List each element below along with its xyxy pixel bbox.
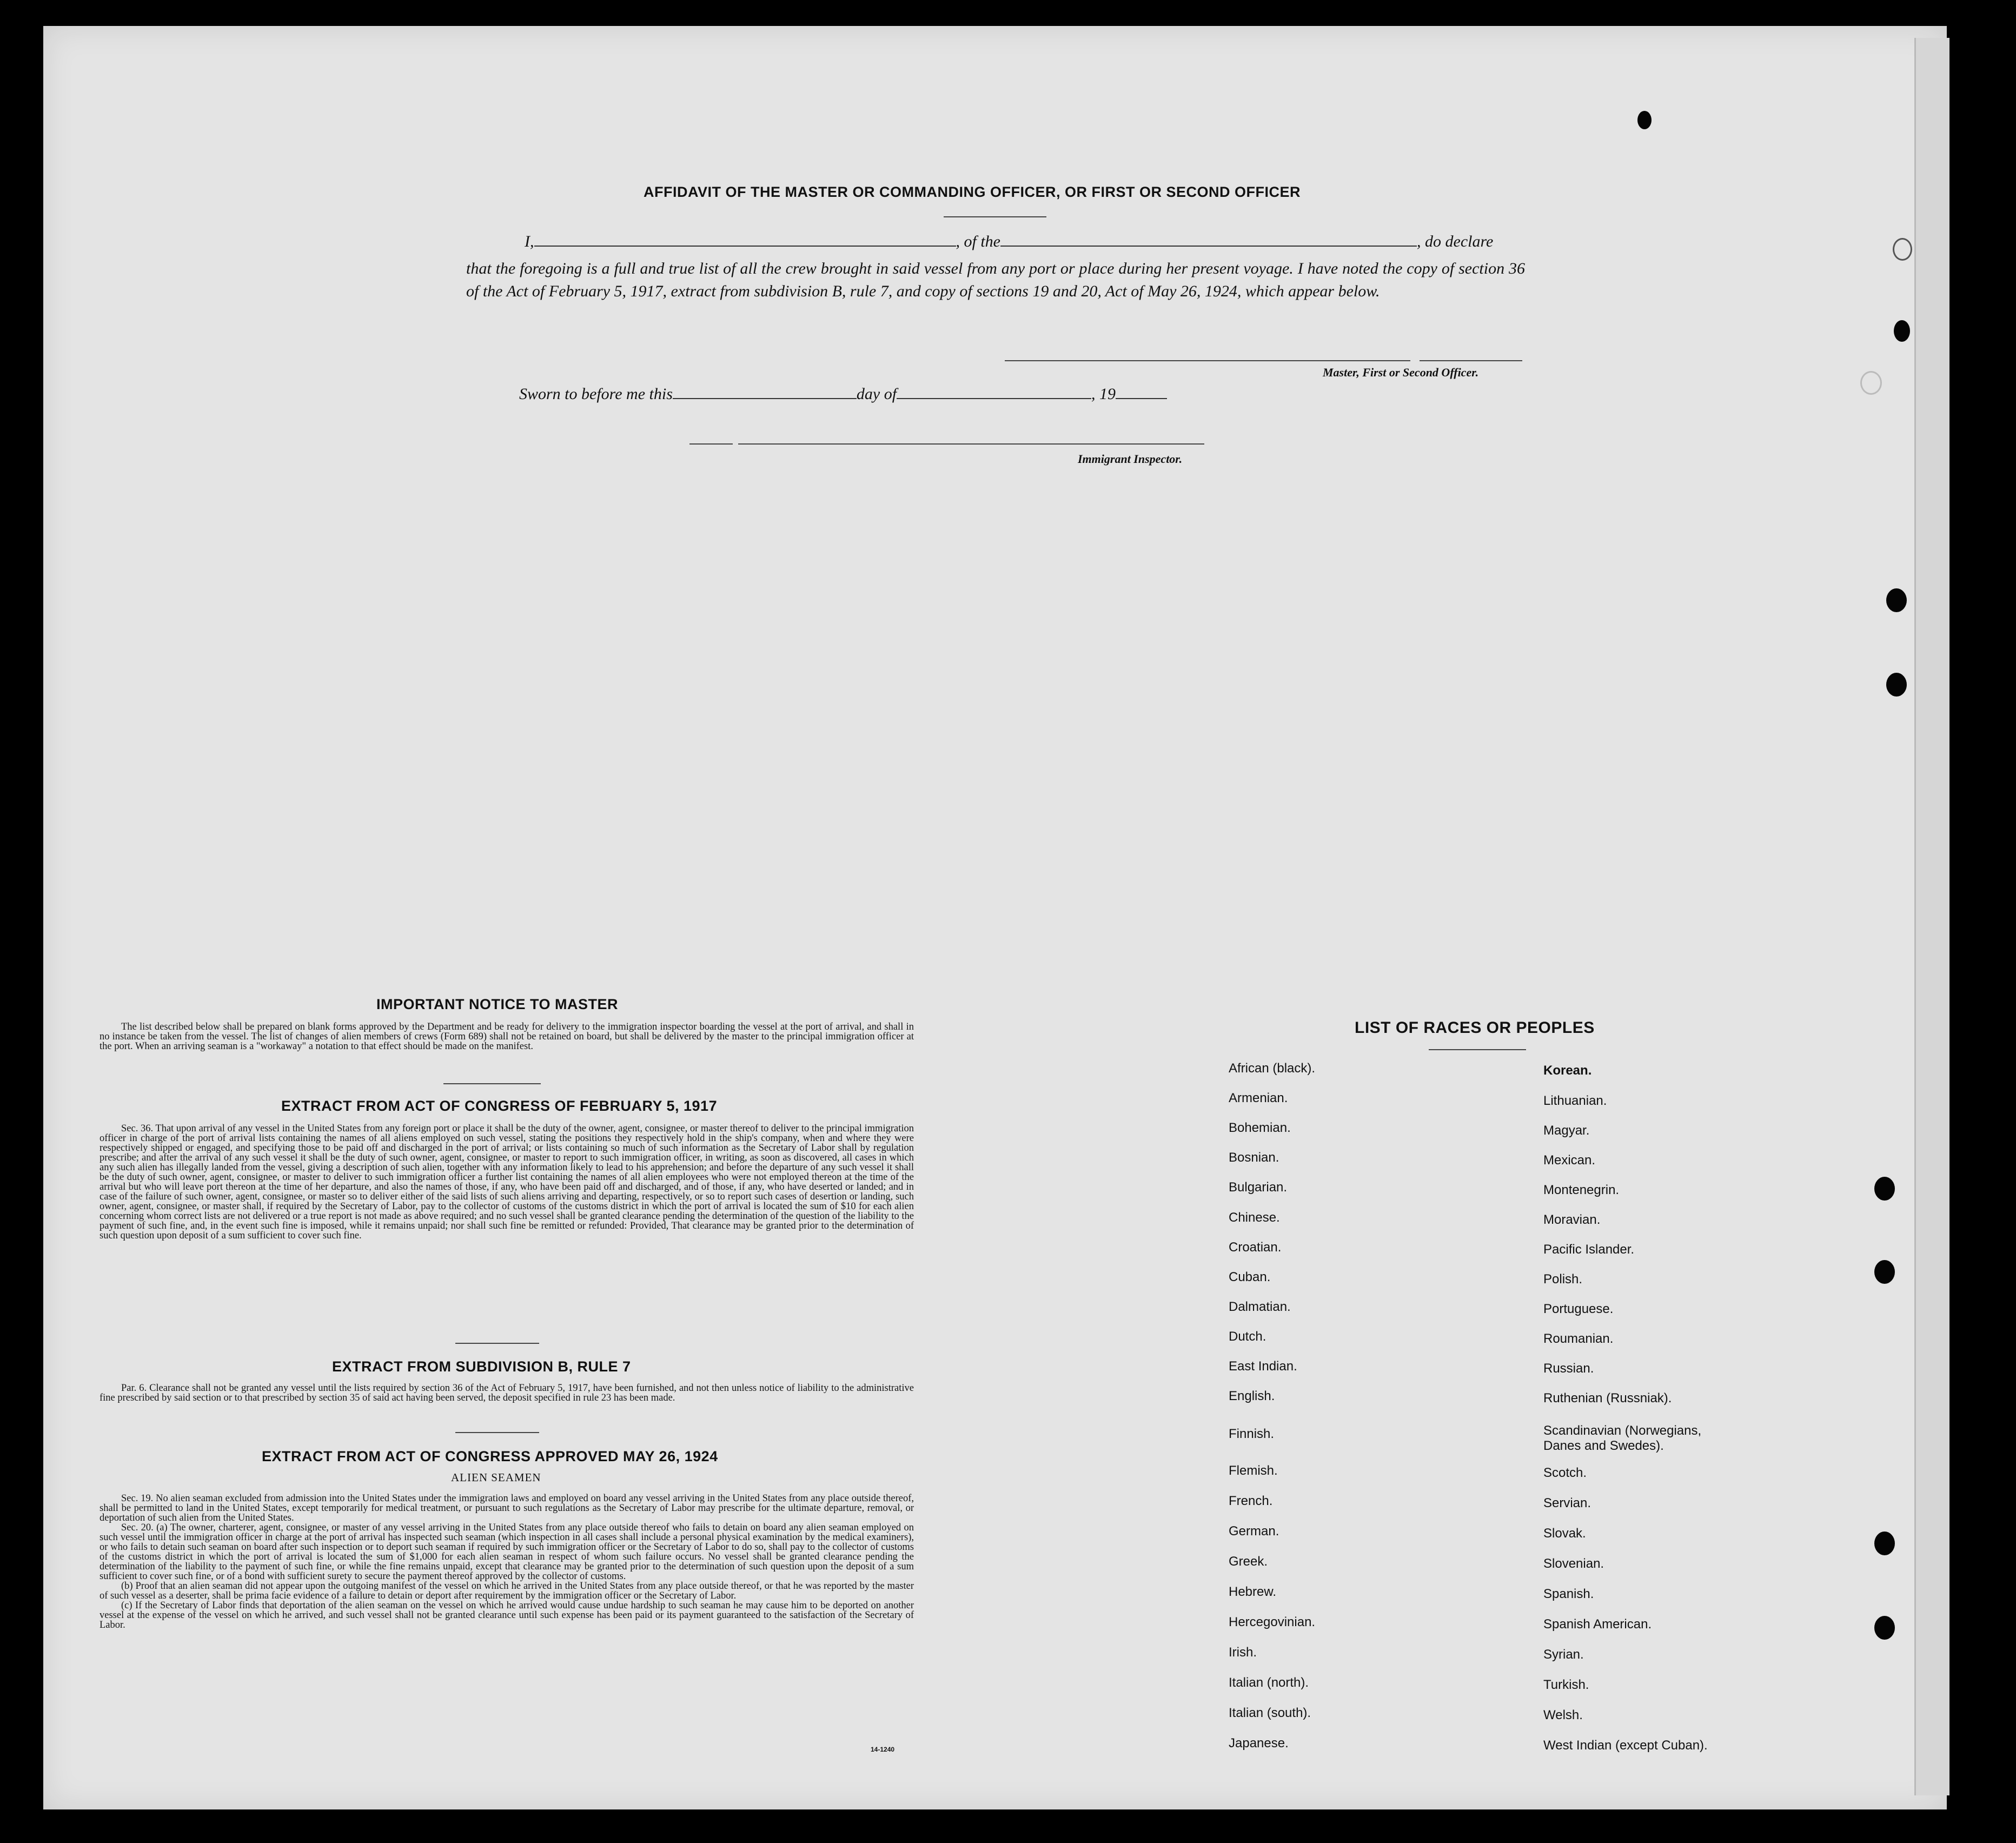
extract-rule7-text [100,1383,914,1403]
extract-1917-text [100,1124,914,1241]
race-item: Dutch. [1229,1329,1266,1344]
notice-paragraph: The list described below shall be prepared on blank forms approved by the Department and be ready for delivery to the immigration inspector boarding the vessel at the port of arrival, and shall in no instance be taken from the vessel. The list of changes of alien members of crews (Form 689) shall not be retained on board, but shall be delivered by the master to the principal immigration officer at the port. When an arriving seaman is a "workaway" a notation to that effect should be made on the manifest. [100,1022,914,1052]
race-item: Roumanian. [1543,1331,1614,1346]
sworn-line [519,386,1167,402]
inspector-signature-line-start [689,443,733,445]
inspector-signature-line[interactable] [738,443,1204,445]
punch-hole [1874,1532,1895,1555]
race-item: Hercegovinian. [1229,1615,1316,1629]
race-item: Japanese. [1229,1736,1289,1751]
master-signature-caption: Master, First or Second Officer. [1323,366,1479,379]
punch-hole [1874,1177,1895,1201]
race-item: Italian (north). [1229,1675,1309,1690]
punch-hole-ring [1860,371,1882,395]
race-item: Montenegrin. [1543,1183,1620,1197]
extract-1924-text [100,1494,914,1630]
master-signature-line-end [1438,360,1522,361]
section-36-paragraph: Sec. 36. That upon arrival of any vessel in the United States from any foreign port or place it shall be the duty of the owner, agent, consignee, or master thereof to deliver to the principal immigration officer in charge of the port of arrival lists containing the names of all aliens employed on such vessel, stating the positions they respectively hold in the ship's company, when and where they were respectively shipped or engaged, and specifying those to be paid off and discharged in the port of arrival; or lists containing so much of such information as the Secretary of Labor shall by regulation prescribe; and after the arrival of any such vessel it shall be the duty of such owner, agent, consignee, or master to report to such immigration officer, in writing, as soon as discovered, all cases in which any such alien has illegally landed from the vessel, giving a description of such alien, together with any information likely to lead to his apprehension; and before the departure of any such vessel it shall be the duty of such owner, agent, consignee, or master to deliver to such immigration officer a further list containing the names of all alien employees who were not employed thereon at the time of the arrival but who will leave port thereon at the time of her departure, and also the names of those, if any, who have been paid off and discharged, and of those, if any, who have deserted or landed; and in case of the failure of such owner, agent, consignee, or master so to deliver either of the said lists of such aliens arriving and departing, respectively, or so to report such cases of desertion or landing, such owner, agent, consignee, or master shall, if required by the Secretary of Labor, pay to the collector of customs of the customs district in which the port of arrival is located the sum of $10 for each alien concerning whom correct lists are not delivered or a true report is not made as above required; and no such vessel shall be granted clearance pending the determination of the question of the liability to the payment of such fine, and, in the event such fine is imposed, while it remains unpaid; nor shall such fine be remitted or refunded: Provided, That clearance may be granted prior to the determination of such question upon deposit of a sum sufficient to cover such fine. [100,1123,914,1241]
race-item: Croatian. [1229,1240,1282,1255]
race-item: English. [1229,1389,1275,1403]
race-item: Spanish. [1543,1587,1594,1601]
punch-hole [1874,1260,1895,1284]
race-item: Italian (south). [1229,1706,1311,1720]
section-20b-paragraph: (b) Proof that an alien seaman did not appear upon the outgoing manifest of the vessel on which he arrived in the United States from any place outside thereof, or that he was reported by the master of such vessel as a deserter, shall be prima facie evidence of a failure to detain or deport after requirement by the immigration officer or the Secretary of Labor. [100,1581,914,1601]
race-item: Bulgarian. [1229,1180,1288,1195]
form-number: 14-1240 [871,1746,895,1753]
race-item: East Indian. [1229,1359,1297,1374]
race-item: Scandinavian (Norwegians, Danes and Swedes). [1543,1423,1702,1453]
sworn-month-blank[interactable] [897,397,1091,399]
race-item: Bohemian. [1229,1121,1291,1135]
title-divider [944,216,1046,217]
name-blank[interactable] [534,245,956,247]
race-item: Servian. [1543,1496,1591,1510]
affidavit-body: that the foregoing is a full and true list of all the crew brought in said vessel from any port or place during her present voyage. I have noted the copy of section 36 of the Act of February 5, 1917, extract from subdivision B, rule 7, and copy of sections 19 and 20, Act of May 26, 1924, which appear below. [466,260,1525,300]
race-item: Moravian. [1543,1212,1601,1227]
of-the-label: , of the [956,233,1000,250]
race-item: Ruthenian (Russniak). [1543,1391,1672,1406]
race-item: Spanish American. [1543,1617,1652,1632]
alien-seamen-subtitle: ALIEN SEAMEN [451,1471,541,1484]
extract-1924-title: EXTRACT FROM ACT OF CONGRESS APPROVED MAY 26, 1924 [262,1448,718,1464]
race-item: Welsh. [1543,1708,1583,1722]
race-item: Slovenian. [1543,1556,1604,1571]
race-item: Polish. [1543,1272,1583,1287]
extract-rule7-divider [455,1432,539,1433]
race-item: Greek. [1229,1554,1268,1569]
inspector-caption: Immigrant Inspector. [1078,452,1183,466]
races-divider [1429,1049,1526,1050]
race-item: Bosnian. [1229,1150,1279,1165]
affidavit-title: AFFIDAVIT OF THE MASTER OR COMMANDING OFFICER, OR FIRST OR SECOND OFFICER [644,184,1301,200]
race-item: Chinese. [1229,1210,1280,1225]
section-20a-paragraph: Sec. 20. (a) The owner, charterer, agent, consignee, or master of any vessel arriving in the United States from any place outside thereof who fails to detain on board any alien seaman employed on such vessel until the immigration officer in charge at the port of arrival has inspected such seaman (which inspection in all cases shall include a personal physical examination by the medical examiners), or who fails to detain such seaman on board after such inspection or to deport such seaman if required by such immigration officer or the Secretary of Labor to do so, shall pay to the collector of customs of the customs district in which the port of arrival is located the sum of $1,000 for each alien seaman in respect of whom such failure occurs. No vessel shall be granted clearance pending the determination of the liability to the payment of such fine, or while the fine remains unpaid, except that clearance may be granted prior to the determination of such question upon the deposit of a sum sufficient to cover such fine, or of a bond with sufficient surety to secure the payment thereof approved by the collector of customs. [100,1522,914,1582]
race-item: Scotch. [1543,1466,1587,1480]
race-item: Portuguese. [1543,1302,1614,1316]
extract-1917-title: EXTRACT FROM ACT OF CONGRESS OF FEBRUARY 5, 1917 [281,1098,718,1114]
punch-hole [1886,673,1907,697]
back-sheet-edge [1914,38,1949,1795]
race-item: German. [1229,1524,1279,1539]
race-item: Dalmatian. [1229,1300,1291,1314]
section-20c-paragraph: (c) If the Secretary of Labor finds that deportation of the alien seaman on the vessel on which he arrived would cause undue hardship to such seaman he may cause him to be deported on another vessel at the expense of the vessel on which he arrived, and such vessel shall not be granted clearance until such expense has been paid or its payment guaranteed to the satisfaction of the Secretary of Labor. [100,1600,914,1630]
extract-1917-divider [455,1343,539,1344]
notice-title: IMPORTANT NOTICE TO MASTER [376,996,618,1012]
sworn-day-blank[interactable] [673,397,857,399]
notice-divider [443,1083,541,1084]
race-item: African (black). [1229,1061,1316,1076]
race-item: Cuban. [1229,1270,1271,1284]
section-19-paragraph: Sec. 19. No alien seaman excluded from admission into the United States under the immigration laws and employed on board any vessel arriving in the United States from any place outside thereof, shall be permitted to land in the United States, except temporarily for medical treatment, or pursuant to such regulations as the Secretary of Labor may prescribe for the ultimate departure, removal, or deportation of such alien from the United States. [100,1493,914,1523]
punch-hole [1874,1616,1895,1640]
sworn-prefix: Sworn to before me this [519,385,673,403]
sworn-year-blank[interactable] [1116,397,1167,399]
race-item: Hebrew. [1229,1585,1277,1599]
year-prefix: , 19 [1091,385,1116,403]
do-declare-label: , do declare [1417,233,1494,250]
race-item: Syrian. [1543,1647,1584,1662]
race-item: Russian. [1543,1361,1594,1376]
race-item: West Indian (except Cuban). [1543,1738,1708,1753]
races-left-column [1229,1061,1499,1764]
master-signature-line[interactable] [1005,360,1410,361]
race-item: Pacific Islander. [1543,1242,1635,1257]
race-item: Magyar. [1543,1123,1590,1138]
day-of-label: day of [856,385,897,403]
race-item: Lithuanian. [1543,1093,1607,1108]
rule7-paragraph: Par. 6. Clearance shall not be granted any vessel until the lists required by section 36 of the Act of February 5, 1917, have been furnished, and not then unless notice of liability to the administrative fine prescribed by said section or to that prescribed by section 35 of said act having been served, the deposit specified in rule 23 has been made. [100,1383,914,1403]
i-prefix: I, [525,233,534,250]
affidavit-declaration-line [525,234,1493,250]
race-item: French. [1229,1494,1273,1508]
race-item: Armenian. [1229,1091,1288,1105]
race-item: Flemish. [1229,1463,1278,1478]
punch-hole [1886,588,1907,612]
punch-hole-mark [1637,111,1652,129]
extract-rule7-title: EXTRACT FROM SUBDIVISION B, RULE 7 [332,1358,631,1375]
punch-hole-ring [1893,238,1912,261]
race-item: Finnish. [1229,1427,1275,1441]
punch-hole [1894,320,1910,342]
races-right-column [1543,1063,1825,1766]
race-item: Slovak. [1543,1526,1586,1541]
races-title: LIST OF RACES OR PEOPLES [1355,1019,1595,1037]
race-item: Mexican. [1543,1153,1596,1168]
vessel-blank[interactable] [1000,245,1417,247]
master-signature-line-segment [1420,360,1441,361]
race-item: Korean. [1543,1063,1592,1078]
notice-text [100,1022,914,1051]
race-item: Irish. [1229,1645,1257,1660]
race-item: Turkish. [1543,1678,1589,1692]
